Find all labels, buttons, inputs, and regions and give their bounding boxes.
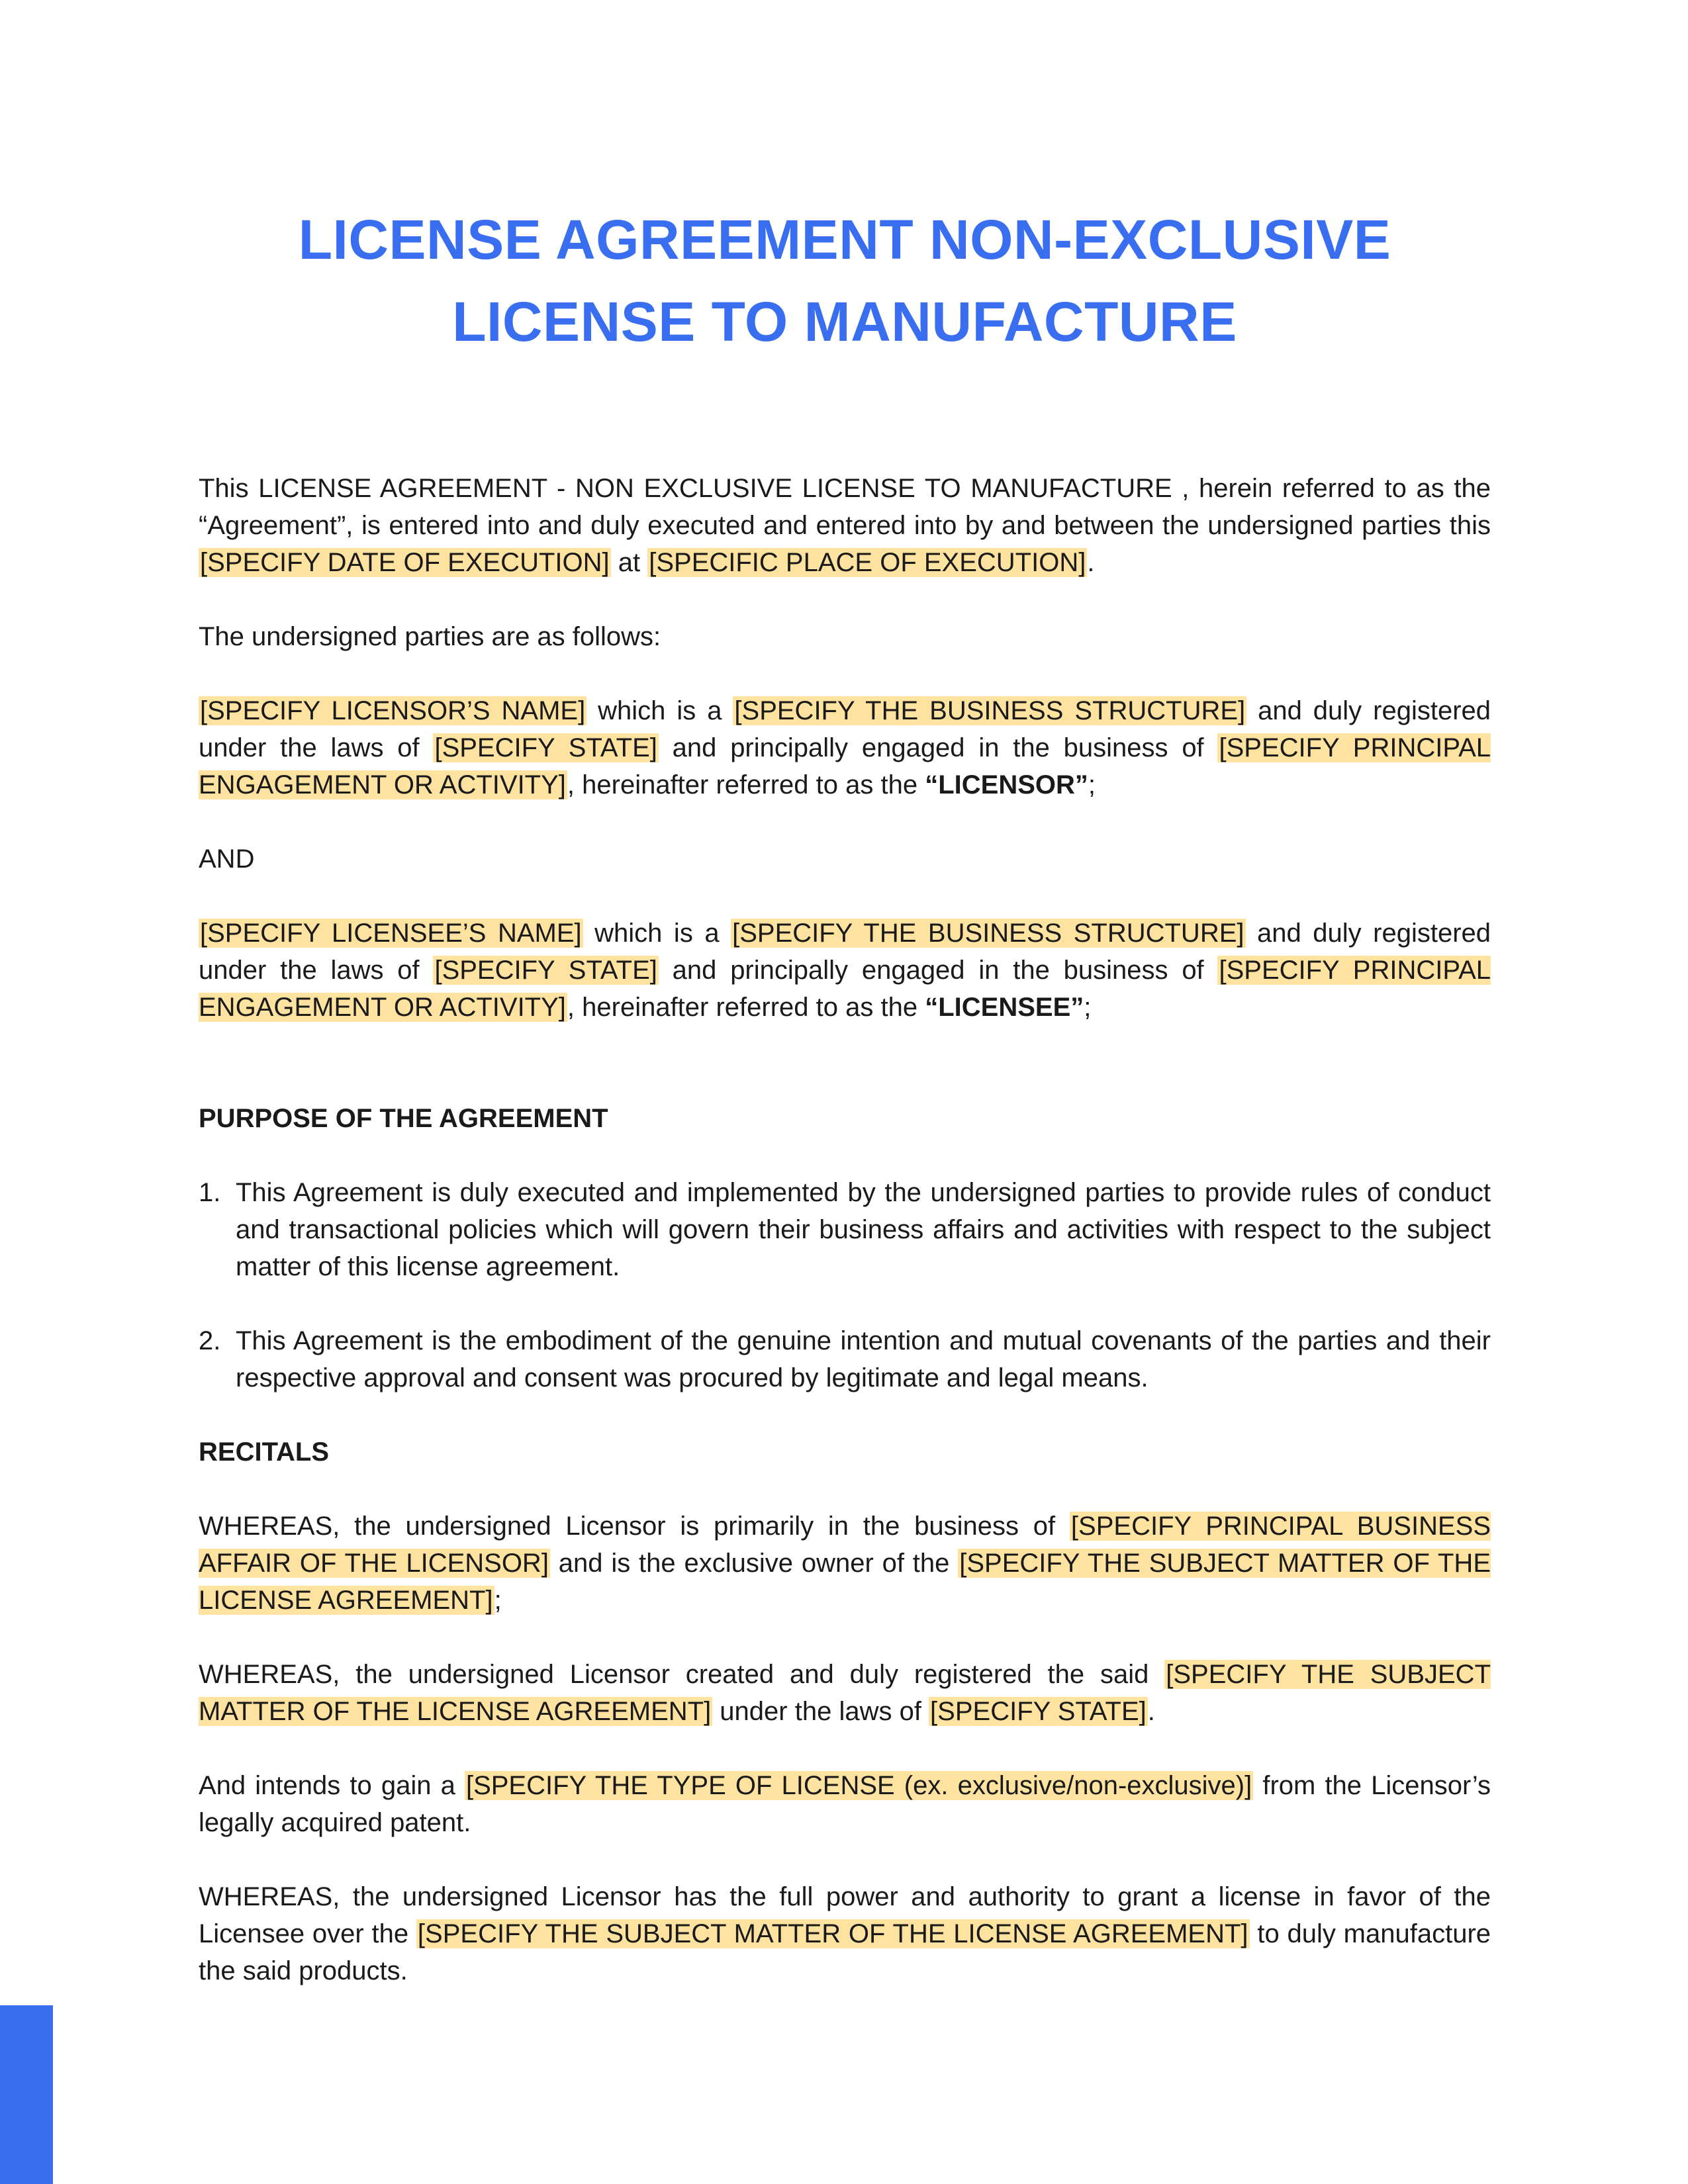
licensee-paragraph: [SPECIFY LICENSEE’S NAME] which is a [SPECIFY THE BUSINESS STRUCTURE] and duly registered under the laws of [SPECIFY STATE] and principally engaged in the business of [SPECIFY PRINCIPAL ENGAGEMENT OR ACTIVITY], hereinafter referred to as the “LICENSEE”; [199,919,1491,1022]
accent-bar [0,2005,53,2184]
licensor-role: “LICENSOR” [925,770,1088,799]
licensee-role: “LICENSEE” [925,993,1084,1022]
licensor-state-placeholder: [SPECIFY STATE] [434,733,657,762]
licensee-name-placeholder: [SPECIFY LICENSEE’S NAME] [200,919,582,948]
subject-matter-placeholder: [SPECIFY THE SUBJECT MATTER OF THE LICENSE AGREEMENT] [199,1660,1491,1726]
document-title [199,199,1491,363]
subject-matter-placeholder: [SPECIFY THE SUBJECT MATTER OF THE LICENSE AGREEMENT] [199,1549,1491,1615]
date-placeholder: [SPECIFY DATE OF EXECUTION] [200,548,610,577]
title-line-2: LICENSE TO MANUFACTURE [452,291,1237,353]
intro-paragraph: This LICENSE AGREEMENT - NON EXCLUSIVE LICENSE TO MANUFACTURE , herein referred to as the “Agreement”, is entered into and duly executed and entered into by and between the undersigned parties this [SPECIFY DATE OF EXECUTION] at [SPECIFIC PLACE OF EXECUTION]. [199,474,1491,577]
licensee-structure-placeholder: [SPECIFY THE BUSINESS STRUCTURE] [732,919,1244,948]
licensor-name-placeholder: [SPECIFY LICENSOR’S NAME] [200,696,586,725]
list-text: This Agreement is the embodiment of the genuine intention and mutual covenants of the parties and their respective approval and consent was procured by legitimate and legal means. [236,1326,1491,1392]
licensor-structure-placeholder: [SPECIFY THE BUSINESS STRUCTURE] [734,696,1246,725]
licensee-activity-placeholder: [SPECIFY PRINCIPAL ENGAGEMENT OR ACTIVITY] [199,956,1491,1022]
business-affair-placeholder: [SPECIFY PRINCIPAL BUSINESS AFFAIR OF THE LICENSOR] [199,1512,1491,1578]
recital-paragraph-2: WHEREAS, the undersigned Licensor created and duly registered the said [SPECIFY THE SUBJECT MATTER OF THE LICENSE AGREEMENT] under the laws of [SPECIFY STATE]. [199,1660,1491,1726]
recital-paragraph-3: And intends to gain a [SPECIFY THE TYPE OF LICENSE (ex. exclusive/non-exclusive)] from the Licensor’s legally acquired patent. [199,1771,1491,1837]
list-item [199,1174,1491,1285]
list-item [199,1322,1491,1396]
purpose-list [199,1174,1491,1396]
license-type-placeholder: [SPECIFY THE TYPE OF LICENSE (ex. exclusive/non-exclusive)] [465,1771,1252,1800]
list-text: This Agreement is duly executed and implemented by the undersigned parties to provide rules of conduct and transactional policies which will govern their business affairs and activities with respect to the subject matter of this license agreement. [236,1178,1491,1281]
list-number: 2. [199,1326,221,1355]
purpose-heading: PURPOSE OF THE AGREEMENT [199,1104,608,1133]
parties-intro: The undersigned parties are as follows: [199,622,661,651]
state-placeholder: [SPECIFY STATE] [930,1697,1147,1726]
and-label: AND [199,844,255,874]
recitals-heading: RECITALS [199,1437,330,1467]
recital-paragraph-1: WHEREAS, the undersigned Licensor is primarily in the business of [SPECIFY PRINCIPAL BUSINESS AFFAIR OF THE LICENSOR] and is the exclusive owner of the [SPECIFY THE SUBJECT MATTER OF THE LICENSE AGREEMENT]; [199,1512,1491,1615]
document-page [199,199,1491,1989]
list-number: 1. [199,1178,221,1207]
licensor-activity-placeholder: [SPECIFY PRINCIPAL ENGAGEMENT OR ACTIVITY] [199,733,1491,799]
place-placeholder: [SPECIFIC PLACE OF EXECUTION] [649,548,1086,577]
licensee-state-placeholder: [SPECIFY STATE] [434,956,657,985]
subject-matter-placeholder: [SPECIFY THE SUBJECT MATTER OF THE LICENSE AGREEMENT] [417,1919,1248,1948]
licensor-paragraph: [SPECIFY LICENSOR’S NAME] which is a [SPECIFY THE BUSINESS STRUCTURE] and duly registered under the laws of [SPECIFY STATE] and principally engaged in the business of [SPECIFY PRINCIPAL ENGAGEMENT OR ACTIVITY], hereinafter referred to as the “LICENSOR”; [199,696,1491,799]
recital-paragraph-4: WHEREAS, the undersigned Licensor has the full power and authority to grant a license in favor of the Licensee over the [SPECIFY THE SUBJECT MATTER OF THE LICENSE AGREEMENT] to duly manufacture the said products. [199,1882,1491,1985]
title-line-1: LICENSE AGREEMENT NON-EXCLUSIVE [298,208,1391,271]
